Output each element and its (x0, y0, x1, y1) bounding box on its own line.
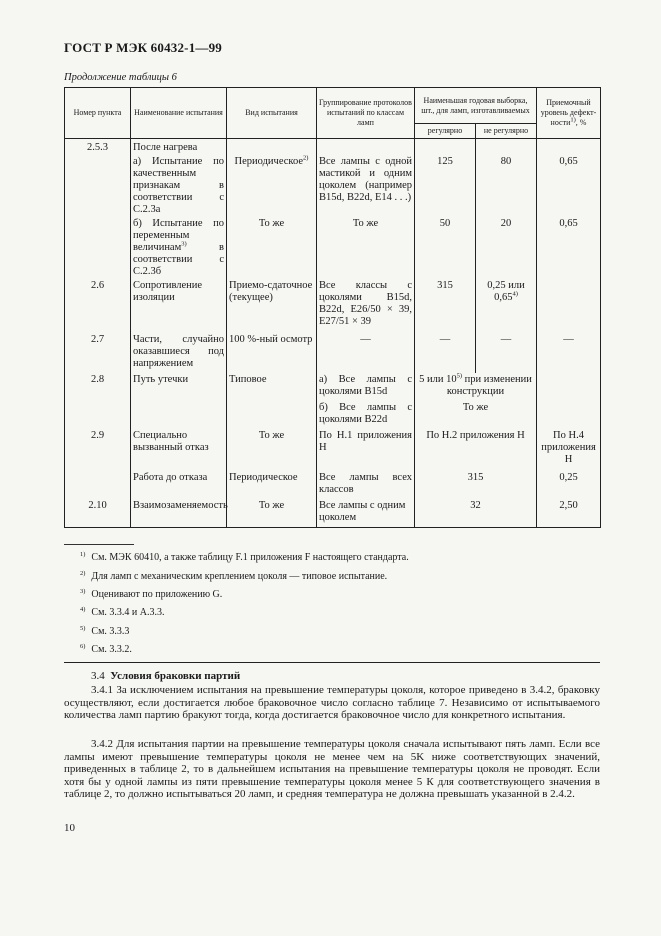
cell-irregular: 80 (476, 155, 537, 217)
cell-number: 2.9 (65, 429, 131, 471)
cell-test-type: Типовое (227, 373, 317, 401)
cell-test-name: б) Испытание по переменным величинам$^{3)}$ в соответствии с С.2.3б (131, 217, 227, 279)
table-row (65, 373, 601, 401)
cell-regular: 50 (415, 217, 476, 279)
col-header-number: Номер пункта (65, 88, 131, 139)
cell-regular: 315 (415, 279, 476, 333)
cell-grouping: Все лампы с одним цоколем (317, 499, 415, 527)
cell-test-name: Работа до отказа (131, 471, 227, 499)
cell-grouping: Все классы с цоколями B15d, B22d, E26/50 × 39, E27/51 × 39 (317, 279, 415, 333)
cell-irregular: — (476, 333, 537, 373)
cell-grouping: Все лампы с одной мастикой и одним цоколем (например B15d, B22d, E14 . . .) (317, 155, 415, 217)
cell-test-type: Приемо-сдаточное (текущее) (227, 279, 317, 333)
cell-test-name: а) Испытание по качественным признакам в соответствии с С.2.3а (131, 155, 227, 217)
footnote-4: $^{4)}$ См. 3.3.4 и А.3.3. (80, 605, 165, 618)
footnote-divider (64, 544, 134, 545)
cell-sample-merged: 315 (415, 471, 537, 499)
col-header-test-name: Наименование испытания (131, 88, 227, 139)
cell-number: 2.7 (65, 333, 131, 373)
cell-level: — (537, 333, 601, 373)
cell-test-type: 100 %-ный осмотр (227, 333, 317, 373)
cell-level: По Н.4 приложения Н (537, 429, 601, 471)
test-table (64, 87, 601, 528)
cell-level: 0,65 (537, 155, 601, 217)
cell-sample-merged: То же (415, 401, 537, 429)
cell-test-type: Периодическое$^{2)}$ (227, 155, 317, 217)
cell-test-type: То же (227, 429, 317, 471)
col-header-regular: регулярно (415, 124, 476, 139)
page-number: 10 (64, 822, 75, 834)
cell-irregular: 20 (476, 217, 537, 279)
cell-regular: — (415, 333, 476, 373)
cell-test-name: После нагрева (131, 139, 227, 156)
col-header-irregular: не регулярно (476, 124, 537, 139)
cell-grouping: б) Все лампы с цоколями B22d (317, 401, 415, 429)
cell-number: 2.10 (65, 499, 131, 527)
cell-grouping: а) Все лампы с цоколями B15d (317, 373, 415, 401)
table-row (65, 471, 601, 499)
cell-test-name: Сопротивление изоляции (131, 279, 227, 333)
table-row (65, 499, 601, 527)
table-row (65, 139, 601, 156)
table-row (65, 401, 601, 429)
cell-test-name: Взаимозаменяемость (131, 499, 227, 527)
table-row (65, 429, 601, 471)
cell-test-name: Специально вызванный отказ (131, 429, 227, 471)
cell-irregular: 0,25 или 0,65$^{4)}$ (476, 279, 537, 333)
cell-number: 2.8 (65, 373, 131, 401)
cell-level: 2,50 (537, 499, 601, 527)
cell-sample-merged: 5 или 10$^{5)}$ при изменении конструкции (415, 373, 537, 401)
cell-level (537, 279, 601, 333)
cell-level: 0,65 (537, 217, 601, 279)
paragraph-3-4-2: 3.4.2 Для испытания партии на превышение температуры цоколя сначала испытывают пять ламп. Если все лампы имеют превышение температуры цоколя не менее чем на 5K ниже соответствующих значений, приведенных в таблице 2, то в дальнейшем испытания на превышение температуры цоколя не проводят. Если хотя бы у одной лампы из пяти превышение температуры цоколя менее 5 К для соответствующего значения в таблице 2, то должно испытываться 20 ламп, и средняя температура не должна превышать указанной в 2.4.2. (64, 738, 600, 800)
cell-test-type: Периодическое (227, 471, 317, 499)
table-continuation-caption: Продолжение таблицы 6 (64, 72, 177, 83)
cell-test-name: Части, случайно оказавшиеся под напряжением (131, 333, 227, 373)
cell-number: 2.6 (65, 279, 131, 333)
table-row (65, 333, 601, 373)
footnote-5: $^{5)}$ См. 3.3.3 (80, 624, 130, 637)
col-header-grouping: Группирование протоколов испытаний по классам ламп (317, 88, 415, 139)
table-row (65, 279, 601, 333)
cell-test-type: То же (227, 217, 317, 279)
footnote-2: $^{2)}$ Для ламп с механическим креплением цоколя — типовое испытание. (80, 569, 388, 582)
cell-sample-merged: По Н.2 приложения Н (415, 429, 537, 471)
document-header: ГОСТ Р МЭК 60432-1—99 (64, 40, 223, 55)
cell-test-name: Путь утечки (131, 373, 227, 401)
cell-grouping: Все лампы всех классов (317, 471, 415, 499)
section-divider (64, 662, 600, 663)
cell-test-type: То же (227, 499, 317, 527)
cell-grouping: То же (317, 217, 415, 279)
col-header-sample: Наименьшая годовая выборка, шт., для ламп, изготавливаемых (415, 88, 537, 124)
cell-sample-merged: 32 (415, 499, 537, 527)
footnote-1: $^{1)}$ См. МЭК 60410, а также таблицу F.1 приложения F настоящего стандарта. (80, 550, 409, 563)
table-row (65, 217, 601, 279)
cell-regular: 125 (415, 155, 476, 217)
col-header-acceptance-level: Приемочный уровень дефект-ности$^{1)}$, % (537, 88, 601, 139)
cell-level: 0,25 (537, 471, 601, 499)
col-header-test-type: Вид испытания (227, 88, 317, 139)
cell-grouping: По Н.1 приложения Н (317, 429, 415, 471)
table-row (65, 155, 601, 217)
cell-number: 2.5.3 (65, 139, 131, 156)
paragraph-3-4-1: 3.4.1 За исключением испытания на превышение температуры цоколя, которое приведено в 3.4.2, браковку осуществляют, если достигается любое браковочное число согласно таблице 7. Независимо от испытываемого количества ламп партию бракуют тогда, когда достигается браковочное число для конкретного испытания. (64, 684, 600, 721)
cell-grouping: — (317, 333, 415, 373)
footnote-3: $^{3)}$ Оценивают по приложению G. (80, 587, 223, 600)
footnote-6: $^{6)}$ См. 3.3.2. (80, 642, 132, 655)
section-heading: 3.4 Условия браковки партий (91, 670, 241, 682)
